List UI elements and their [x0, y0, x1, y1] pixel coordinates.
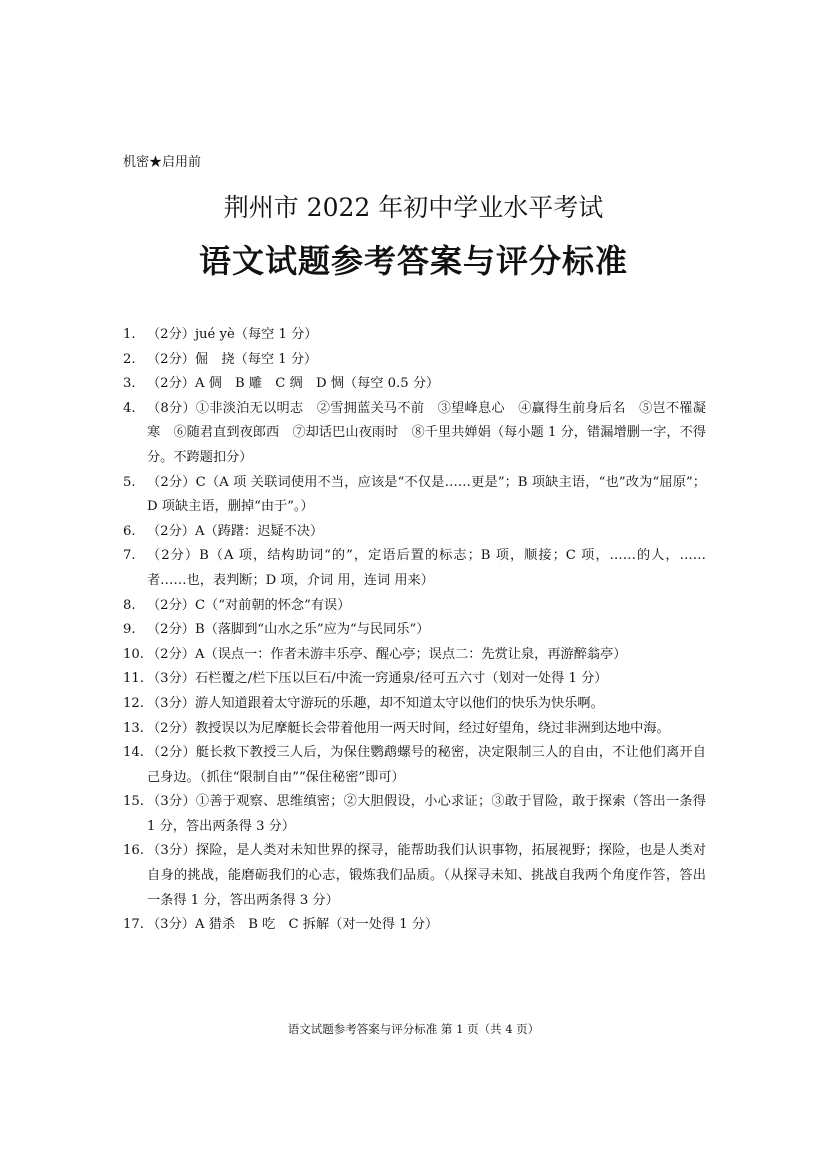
- answer-item-2: [123, 348, 706, 373]
- answer-number: 10.: [123, 646, 144, 662]
- answer-list: [123, 323, 706, 938]
- answer-text: （2分）A（踌躇：迟疑不决）: [147, 523, 324, 539]
- answer-number: 17.: [123, 917, 144, 933]
- answer-number: 1.: [123, 327, 136, 342]
- answer-number: 5.: [123, 474, 136, 490]
- answer-number: 2.: [123, 351, 136, 367]
- answer-text: （2分）A 倜 B 雕 C 绸 D 惆（每空 0.5 分）: [147, 376, 440, 392]
- document-title: 语文试题参考答案与评分标准: [198, 242, 628, 280]
- answer-number: 15.: [123, 794, 144, 810]
- answer-item-6: [123, 520, 706, 545]
- answer-text: （2分）B（落脚到“山水之乐”应为“与民同乐”）: [147, 622, 430, 638]
- answer-text: （3分）游人知道跟着太守游玩的乐趣，却不知道太守以他们的快乐为快乐啊。: [147, 695, 604, 711]
- answer-item-7: [123, 544, 706, 593]
- answer-item-4: [123, 397, 706, 471]
- answer-number: 11.: [123, 671, 144, 687]
- answer-number: 14.: [123, 745, 144, 761]
- answer-text: （2分）C（A 项 关联词使用不当，应该是“不仅是……更是”；B 项缺主语，“也”改为“屈原”；D 项缺主语，删掉“由于”。）: [147, 474, 706, 515]
- answer-number: 16.: [123, 843, 144, 859]
- answer-text: （3分）探险，是人类对未知世界的探寻，能帮助我们认识事物，拓展视野；探险，也是人类对自身的挑战，能磨砺我们的心志，锻炼我们品质。（从探寻未知、挑战自我两个角度作答，答出一条得 1 分，答出两条得 3 分）: [147, 843, 706, 908]
- answer-text: （2分）B（A 项，结构助词“的”，定语后置的标志；B 项，顺接；C 项，……的人，……者……也，表判断；D 项，介词 用，连词 用来）: [147, 548, 706, 588]
- answer-text: （2分）倔 挠（每空 1 分）: [147, 351, 318, 367]
- answer-item-3: [123, 372, 706, 397]
- answer-number: 12.: [123, 695, 144, 711]
- answer-number: 6.: [123, 523, 136, 539]
- answer-item-12: [123, 692, 706, 717]
- answer-item-11: [123, 667, 706, 692]
- answer-text: （2分）教授误以为尼摩艇长会带着他用一两天时间，经过好望角，绕过非洲到达地中海。: [147, 720, 670, 736]
- answer-text: （2分）艇长救下教授三人后，为保住鹦鹉螺号的秘密，决定限制三人的自由，不让他们离开自己身边。（抓住“限制自由”“保住秘密”即可）: [147, 745, 706, 785]
- answer-item-10: [123, 643, 706, 668]
- answer-text: （8分）①非淡泊无以明志 ②雪拥蓝关马不前 ③望峰息心 ④赢得生前身后名 ⑤岂不罹凝寒 ⑥随君直到夜郎西 ⑦却话巴山夜雨时 ⑧千里共婵娟（每小题 1 分，错漏增删一字，不得分。不跨题扣分）: [147, 400, 706, 465]
- page-footer: 语文试题参考答案与评分标准 第 1 页（共 4 页）: [287, 1022, 540, 1036]
- answer-number: 8.: [123, 597, 136, 613]
- confidential-label: 机密★启用前: [123, 155, 202, 170]
- answer-item-13: [123, 717, 706, 742]
- answer-number: 13.: [123, 720, 144, 736]
- answer-text: （2分）A（误点一：作者未游丰乐亭、醒心亭；误点二：先赏让泉，再游醉翁亭）: [147, 646, 627, 662]
- answer-number: 9.: [123, 622, 136, 638]
- answer-number: 7.: [123, 548, 136, 564]
- answer-item-15: [123, 790, 706, 839]
- answer-text: （2分）jué yè（每空 1 分）: [147, 327, 318, 342]
- answer-text: （3分）A 猎杀 B 吃 C 拆解（对一处得 1 分）: [147, 917, 439, 933]
- answer-text: （3分）石栏覆之/栏下压以巨石/中流一窍通泉/径可五六寸（划对一处得 1 分）: [147, 671, 608, 687]
- answer-number: 3.: [123, 376, 136, 392]
- answer-item-5: [123, 471, 706, 520]
- answer-number: 4.: [123, 400, 136, 416]
- answer-item-1: [123, 323, 706, 348]
- answer-item-14: [123, 741, 706, 790]
- answer-item-16: [123, 839, 706, 913]
- answer-text: （3分）①善于观察、思维缜密；②大胆假设，小心求证；③敢于冒险，敢于探索（答出一条得 1 分，答出两条得 3 分）: [147, 794, 706, 834]
- answer-text: （2分）C（“对前朝的怀念”有误）: [147, 597, 351, 613]
- exam-title: 荆州市 2022 年初中学业水平考试: [223, 193, 604, 222]
- answer-item-8: [123, 594, 706, 619]
- answer-item-17: [123, 913, 706, 938]
- answer-item-9: [123, 618, 706, 643]
